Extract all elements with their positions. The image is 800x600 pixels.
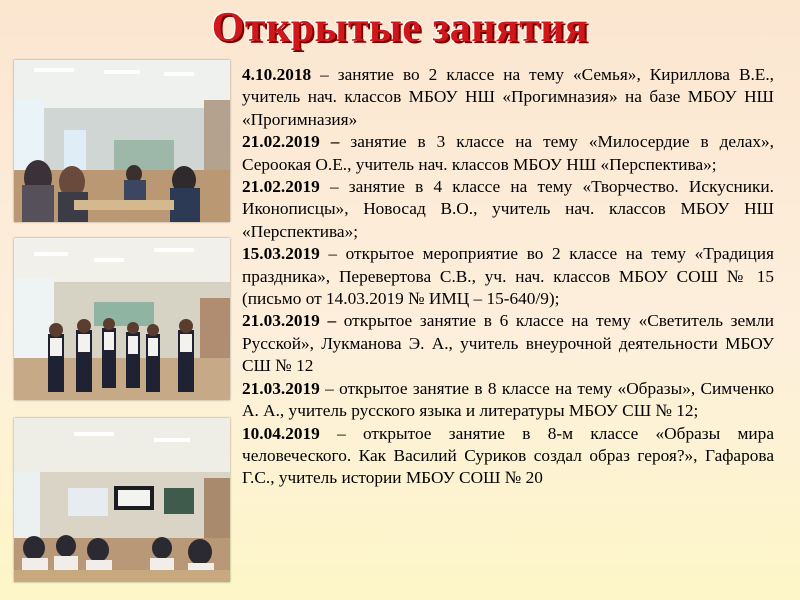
event-date: 21.02.2019	[242, 177, 320, 197]
event-description: – открытое мероприятие во 2 классе на тему «Традиция праздника», Перевертова С.В., уч. нач. классов МБОУ СОШ № 15 (письмо от 14.03.2019 № ИМЦ – 15-640/9);	[242, 244, 774, 309]
event-date: 10.04.2019	[242, 423, 320, 443]
event-description: – занятие во 2 классе на тему «Семья», Кириллова В.Е., учитель нач. классов МБОУ НШ «Прогимназия» на базе МБОУ НШ «Прогимназия»	[242, 65, 774, 129]
event-description: занятие в 3 классе на тему «Милосердие в делах», Сероокая О.Е., учитель нач. классов МБОУ НШ «Перспектива»;	[242, 132, 774, 174]
event-entry	[242, 64, 774, 131]
event-description: открытое занятие в 6 классе на тему «Светитель земли Русской», Лукманова Э. А., учитель внеурочной деятельности МБОУ СШ № 12	[242, 311, 774, 376]
event-entry	[242, 423, 774, 490]
event-entry	[242, 131, 774, 176]
classroom-photo-1	[14, 60, 230, 222]
classroom-photo-2	[14, 238, 230, 400]
event-description: – занятие в 4 классе на тему «Творчество. Искусники. Иконописцы», Новосад В.О., учитель нач. классов МБОУ НШ «Перспектива»;	[242, 177, 774, 241]
event-date: 21.03.2019 –	[242, 311, 337, 331]
event-description: – открытое занятие в 8 классе на тему «Образы», Симченко А. А., учитель русского языка и литературы МБОУ СШ № 12;	[242, 378, 774, 421]
event-date: 21.02.2019 –	[242, 132, 340, 152]
event-description: – открытое занятие в 8-м классе «Образы мира человеческого. Как Василий Суриков создал образ героя?», Гафарова Г.С., учитель истории МБОУ СОШ № 20	[242, 423, 774, 488]
event-entry	[242, 378, 774, 423]
event-date: 4.10.2018	[242, 65, 312, 84]
event-entry	[242, 310, 774, 377]
classroom-photo-3	[14, 418, 230, 582]
event-date: 21.03.2019	[242, 378, 320, 398]
event-date: 15.03.2019	[242, 244, 320, 264]
event-entry	[242, 243, 774, 310]
event-entry	[242, 176, 774, 243]
events-list	[242, 64, 774, 490]
page-title: Открытые занятия	[211, 5, 589, 51]
